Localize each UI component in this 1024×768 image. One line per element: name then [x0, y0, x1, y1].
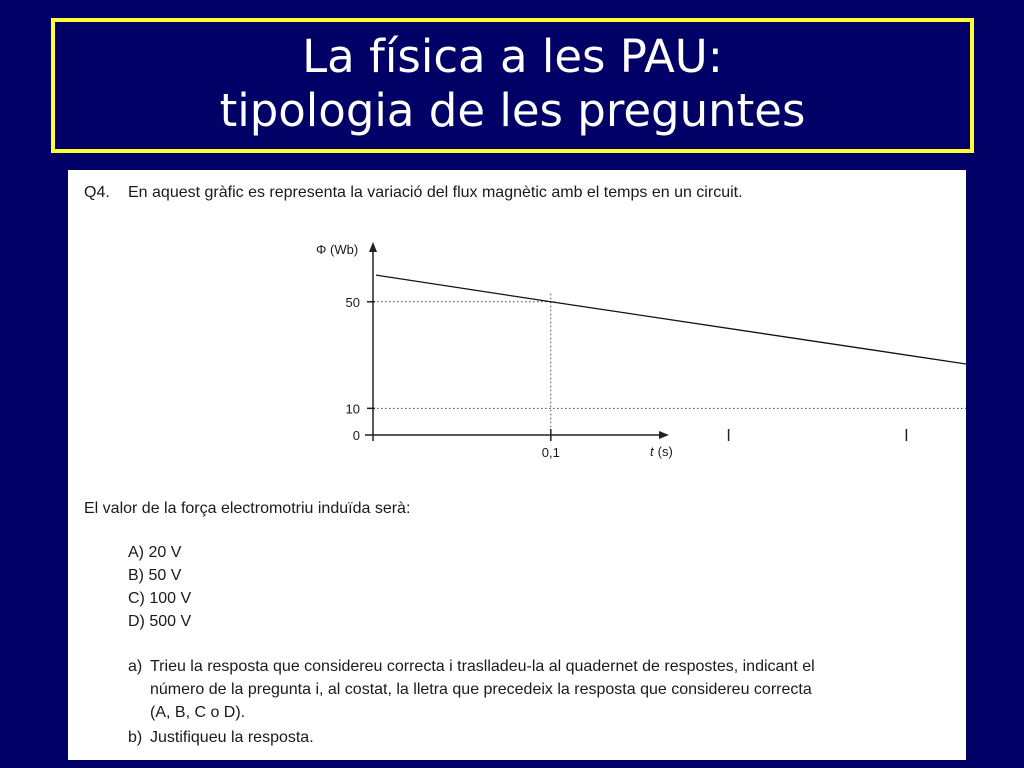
x-tick-label-0: 0,1: [541, 445, 560, 460]
graph-axes: [365, 242, 669, 441]
flux-time-graph: [68, 170, 966, 480]
question-number: Q4.: [84, 184, 110, 201]
graph-series: [376, 275, 966, 424]
instruction-a-line-1: Trieu la resposta que considereu correcta i traslladeu-la al quadernet de respostes, indicant el: [150, 658, 815, 675]
x-axis-label-variable: t: [650, 444, 654, 459]
slide-title-line-1: La física a les PAU:: [302, 30, 723, 83]
y-tick-label-0: 50: [345, 294, 360, 310]
x-axis-arrow: [659, 431, 669, 439]
instruction-b-label: b): [128, 729, 143, 746]
y-tick-label-1: 10: [345, 401, 360, 417]
slide-title-box: [51, 18, 974, 153]
instruction-a-line-2: número de la pregunta i, al costat, la lletra que precedeix la resposta que considereu correcta: [150, 681, 812, 698]
x-tick-labels: [542, 445, 966, 460]
question-panel: [68, 170, 966, 760]
question-statement: En aquest gràfic es representa la variació del flux magnètic amb el temps en un circuit.: [128, 184, 743, 201]
instruction-b-line-1: Justifiqueu la resposta.: [150, 729, 314, 746]
instruction-a-line-3: (A, B, C o D).: [150, 704, 246, 721]
option-b: B) 50 V: [128, 567, 182, 584]
x-axis-label-unit: (s): [657, 444, 673, 459]
y-axis-label: Φ (Wb): [316, 242, 359, 257]
y-tick-label-2: 0: [352, 428, 360, 443]
y-tick-labels: [346, 295, 360, 443]
y-axis-arrow: [369, 242, 377, 252]
slide-title-line-2: tipologia de les preguntes: [219, 84, 806, 137]
graph-guide-lines: [373, 294, 966, 435]
option-c: C) 100 V: [128, 590, 192, 607]
question-prompt: El valor de la força electromotriu induïda serà:: [84, 500, 411, 517]
x-axis-label: [650, 444, 673, 459]
option-a: A) 20 V: [128, 544, 182, 561]
option-d: D) 500 V: [128, 613, 192, 630]
flux-line: [376, 275, 966, 424]
instruction-a-label: a): [128, 658, 143, 675]
graph-ticks: [367, 302, 966, 441]
